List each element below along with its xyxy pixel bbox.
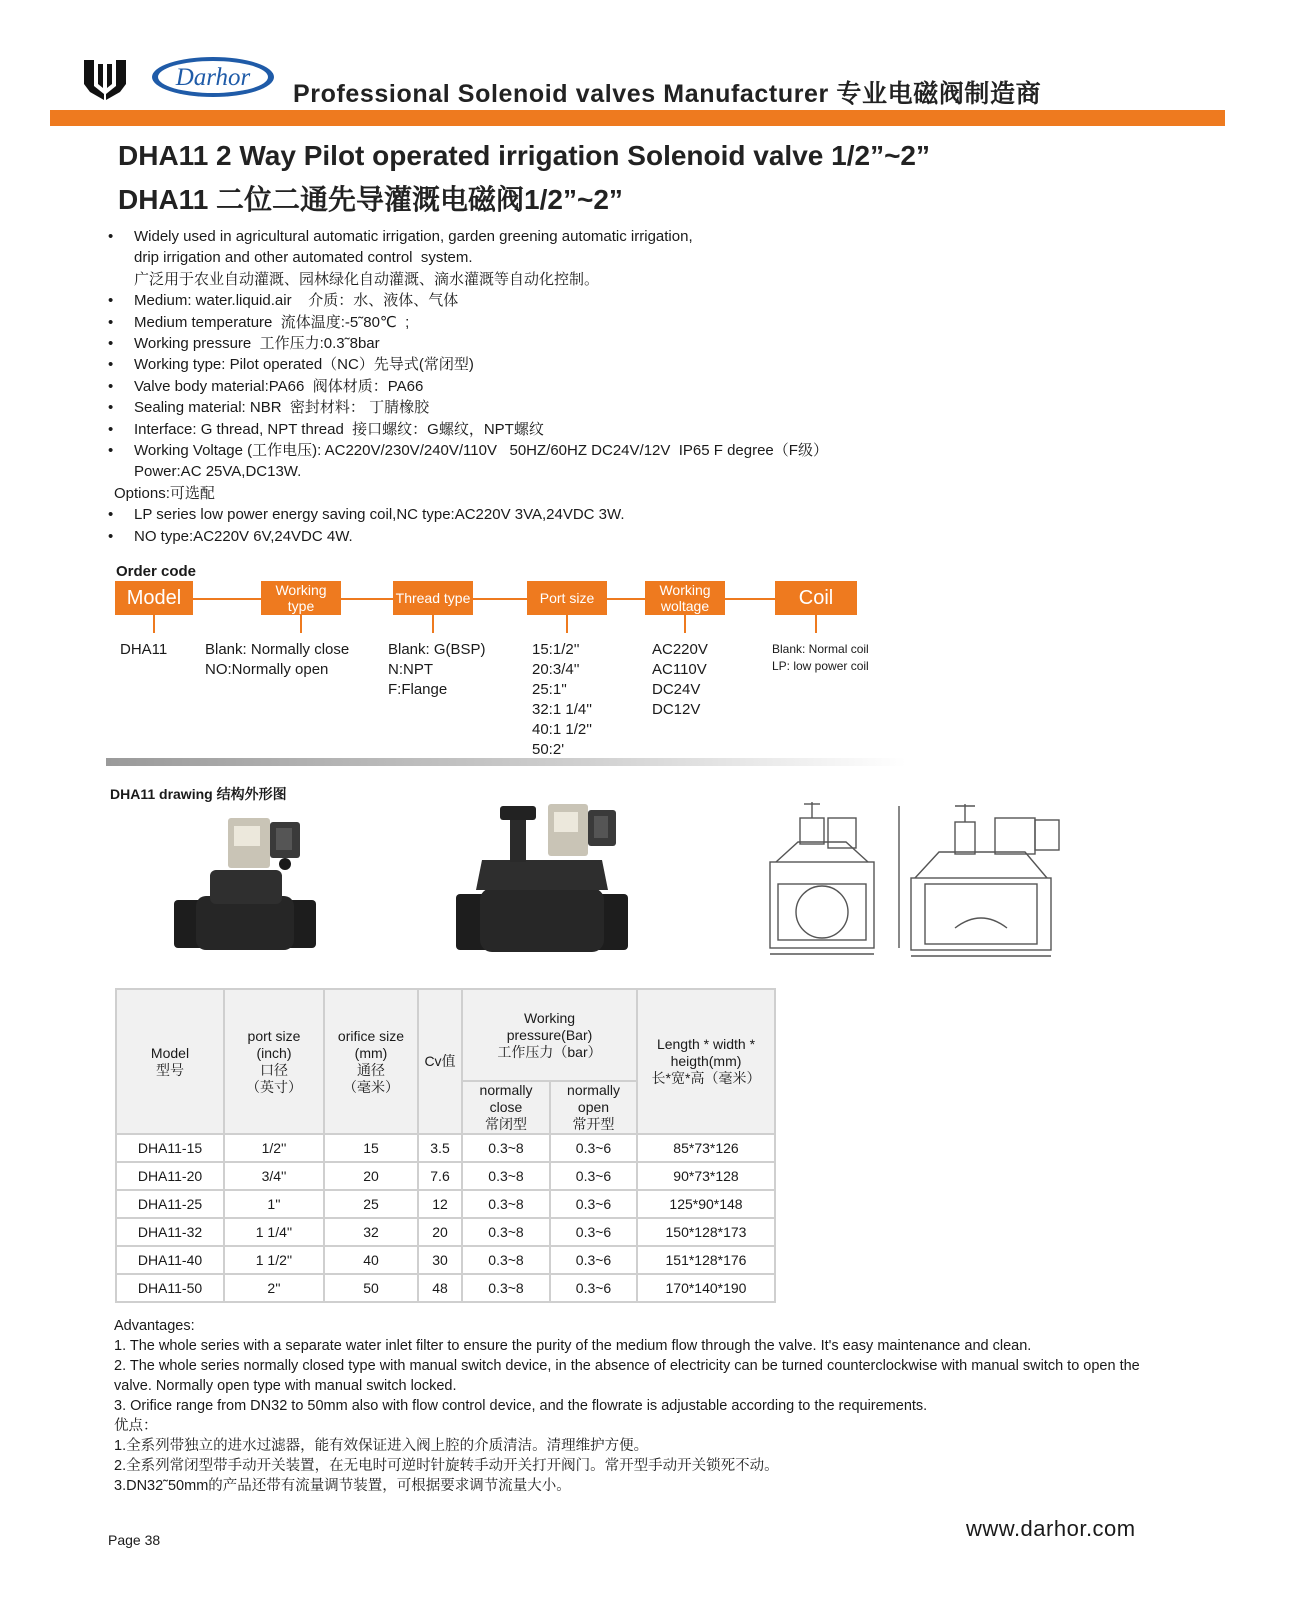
cell-nc: 0.3~8 bbox=[462, 1162, 550, 1190]
feature-item: • LP series low power energy saving coil,NC type:AC220V 3VA,24VDC 3W. bbox=[108, 506, 625, 524]
table-row bbox=[116, 1218, 775, 1246]
table-row bbox=[116, 1134, 775, 1162]
cell-nc: 0.3~8 bbox=[462, 1190, 550, 1218]
table-row bbox=[116, 1246, 775, 1274]
cell-nc: 0.3~8 bbox=[462, 1218, 550, 1246]
cell-cv: 30 bbox=[418, 1246, 462, 1274]
header-title: Professional Solenoid valves Manufacturer 专业电磁阀制造商 bbox=[293, 80, 1042, 108]
order-stem bbox=[815, 615, 817, 633]
order-stem bbox=[153, 615, 155, 633]
advantages-heading: Advantages: bbox=[114, 1318, 195, 1334]
feature-item: • Working type: Pilot operated（NC）先导式(常闭型) bbox=[108, 356, 474, 374]
cell-no: 0.3~6 bbox=[550, 1190, 637, 1218]
cell-cv: 12 bbox=[418, 1190, 462, 1218]
cell-dims: 150*128*173 bbox=[637, 1218, 775, 1246]
valve-photo-large bbox=[452, 790, 632, 960]
cell-cv: 7.6 bbox=[418, 1162, 462, 1190]
order-box-coil: Coil bbox=[775, 581, 857, 615]
svg-text:Darhor: Darhor bbox=[175, 64, 251, 91]
cell-model: DHA11-50 bbox=[116, 1274, 224, 1302]
advantage-item-cn: 2.全系列常闭型带手动开关装置，在无电时可逆时针旋转手动开关打开阀门。常开型手动开关锁死不动。 bbox=[114, 1458, 779, 1474]
col-header-normally-close: normally close 常闭型 bbox=[462, 1081, 550, 1134]
order-box-model: Model bbox=[115, 581, 193, 615]
drawing-label: DHA11 drawing 结构外形图 bbox=[110, 786, 287, 802]
advantage-item-cn: 1.全系列带独立的进水过滤器，能有效保证进入阀上腔的介质清洁。清理维护方便。 bbox=[114, 1438, 649, 1454]
cell-nc: 0.3~8 bbox=[462, 1134, 550, 1162]
cell-cv: 48 bbox=[418, 1274, 462, 1302]
table-row bbox=[116, 1162, 775, 1190]
brand-mark-icon bbox=[82, 56, 128, 102]
order-stem bbox=[684, 615, 686, 633]
feature-item: • Medium temperature 流体温度:-5˜80℃ ; bbox=[108, 313, 410, 331]
order-options-voltage: AC220V AC110V DC24V DC12V bbox=[652, 641, 708, 718]
product-title-cn: DHA11 二位二通先导灌溉电磁阀1/2”~2” bbox=[118, 184, 623, 215]
website-url[interactable]: www.darhor.com bbox=[966, 1516, 1136, 1541]
col-header-normally-open: normally open 常开型 bbox=[550, 1081, 637, 1134]
feature-item: • Sealing material: NBR 密封材料： 丁腈橡胶 bbox=[108, 399, 430, 417]
cell-port: 1 1/2'' bbox=[224, 1246, 324, 1274]
order-options-thread-type: Blank: G(BSP) N:NPT F:Flange bbox=[388, 641, 486, 698]
advantage-item-cn: 3.DN32˜50mm的产品还带有流量调节装置，可根据要求调节流量大小。 bbox=[114, 1478, 571, 1494]
cell-model: DHA11-25 bbox=[116, 1190, 224, 1218]
cell-port: 1 1/4'' bbox=[224, 1218, 324, 1246]
cell-model: DHA11-40 bbox=[116, 1246, 224, 1274]
cell-model: DHA11-32 bbox=[116, 1218, 224, 1246]
col-header-orifice: orifice size (mm) 通径 （毫米） bbox=[324, 989, 418, 1134]
table-row bbox=[116, 1274, 775, 1302]
col-header-model: Model 型号 bbox=[116, 989, 224, 1134]
col-header-dimensions: Length * width * heigth(mm) 长*宽*高（毫米） bbox=[637, 989, 775, 1134]
feature-item: • Working pressure 工作压力:0.3˜8bar bbox=[108, 335, 380, 353]
col-header-port-size: port size (inch) 口径 （英寸） bbox=[224, 989, 324, 1134]
cell-port: 2'' bbox=[224, 1274, 324, 1302]
cell-no: 0.3~6 bbox=[550, 1246, 637, 1274]
feature-item: • Valve body material:PA66 阀体材质：PA66 bbox=[108, 377, 424, 395]
cell-orifice: 25 bbox=[324, 1190, 418, 1218]
cell-dims: 85*73*126 bbox=[637, 1134, 775, 1162]
section-divider bbox=[106, 758, 906, 766]
feature-item: • Working Voltage (工作电压): AC220V/230V/240V/110V 50HZ/60HZ DC24V/12V IP65 F degree（F级） bbox=[108, 442, 828, 460]
cell-port: 1'' bbox=[224, 1190, 324, 1218]
valve-photo-small bbox=[170, 808, 320, 958]
cell-orifice: 20 bbox=[324, 1162, 418, 1190]
cell-orifice: 50 bbox=[324, 1274, 418, 1302]
cell-orifice: 40 bbox=[324, 1246, 418, 1274]
advantage-item: 1. The whole series with a separate water inlet filter to ensure the purity of the medium flow through the valve. It's easy maintenance and clean. bbox=[114, 1338, 1032, 1354]
cell-model: DHA11-15 bbox=[116, 1134, 224, 1162]
advantage-item: 2. The whole series normally closed type with manual switch device, in the absence of electricity can be turned counterclockwise with manual switch to open the valve. Normally open type with manual switch locked. bbox=[114, 1358, 1144, 1394]
product-title-en: DHA11 2 Way Pilot operated irrigation Solenoid valve 1/2”~2” bbox=[118, 140, 930, 171]
order-box-port-size: Port size bbox=[527, 581, 607, 615]
order-options-working-type: Blank: Normally close NO:Normally open bbox=[205, 641, 350, 678]
valve-drawing-front bbox=[768, 798, 878, 958]
table-row bbox=[116, 1190, 775, 1218]
cell-orifice: 32 bbox=[324, 1218, 418, 1246]
cell-no: 0.3~6 bbox=[550, 1162, 637, 1190]
order-stem bbox=[566, 615, 568, 633]
feature-list bbox=[108, 226, 1108, 547]
cell-nc: 0.3~8 bbox=[462, 1246, 550, 1274]
cell-dims: 90*73*128 bbox=[637, 1162, 775, 1190]
valve-drawing-side bbox=[895, 798, 1067, 963]
order-stem bbox=[432, 615, 434, 633]
spec-table bbox=[115, 988, 776, 1303]
col-header-cv: Cv值 bbox=[418, 989, 462, 1134]
cell-port: 1/2'' bbox=[224, 1134, 324, 1162]
order-options-coil: Blank: Normal coil LP: low power coil bbox=[772, 642, 869, 673]
feature-item: • NO type:AC220V 6V,24VDC 4W. bbox=[108, 527, 353, 545]
cell-model: DHA11-20 bbox=[116, 1162, 224, 1190]
cell-orifice: 15 bbox=[324, 1134, 418, 1162]
header-accent-bar bbox=[50, 110, 1225, 126]
advantages-heading-cn: 优点： bbox=[114, 1418, 158, 1434]
col-header-pressure: Working pressure(Bar) 工作压力（bar） bbox=[462, 989, 637, 1081]
feature-item: • Interface: G thread, NPT thread 接口螺纹：G螺纹，NPT螺纹 bbox=[108, 420, 544, 438]
cell-cv: 3.5 bbox=[418, 1134, 462, 1162]
order-box-working-type: Working type bbox=[261, 581, 341, 615]
cell-dims: 125*90*148 bbox=[637, 1190, 775, 1218]
cell-nc: 0.3~8 bbox=[462, 1274, 550, 1302]
order-stem bbox=[300, 615, 302, 633]
feature-item: • Widely used in agricultural automatic irrigation, garden greening automatic irrigation, bbox=[108, 228, 693, 245]
cell-port: 3/4'' bbox=[224, 1162, 324, 1190]
cell-cv: 20 bbox=[418, 1218, 462, 1246]
feature-item: Power:AC 25VA,DC13W. bbox=[134, 463, 302, 481]
feature-item: • Medium: water.liquid.air 介质：水、液体、气体 bbox=[108, 292, 459, 310]
cell-dims: 151*128*176 bbox=[637, 1246, 775, 1274]
cell-no: 0.3~6 bbox=[550, 1274, 637, 1302]
order-box-working-voltage: Working woltage bbox=[645, 581, 725, 615]
feature-item: 广泛用于农业自动灌溉、园林绿化自动灌溉、滴水灌溉等自动化控制。 bbox=[134, 270, 600, 288]
order-box-thread-type: Thread type bbox=[393, 581, 473, 615]
options-heading: Options:可选配 bbox=[114, 484, 215, 502]
cell-no: 0.3~6 bbox=[550, 1218, 637, 1246]
cell-no: 0.3~6 bbox=[550, 1134, 637, 1162]
cell-dims: 170*140*190 bbox=[637, 1274, 775, 1302]
page-number: Page 38 bbox=[108, 1532, 161, 1548]
order-options-port-size: 15:1/2'' 20:3/4'' 25:1'' 32:1 1/4'' 40:1 1/2'' 50:2' bbox=[532, 641, 592, 758]
advantages-section bbox=[114, 1316, 1174, 1496]
advantage-item: 3. Orifice range from DN32 to 50mm also with flow control device, and the flowrate is adjustable according to the requirements. bbox=[114, 1398, 928, 1414]
feature-item: drip irrigation and other automated control system. bbox=[134, 249, 473, 267]
order-code-label: Order code bbox=[116, 563, 197, 580]
darhor-logo bbox=[150, 55, 276, 99]
order-options-model: DHA11 bbox=[120, 641, 168, 658]
